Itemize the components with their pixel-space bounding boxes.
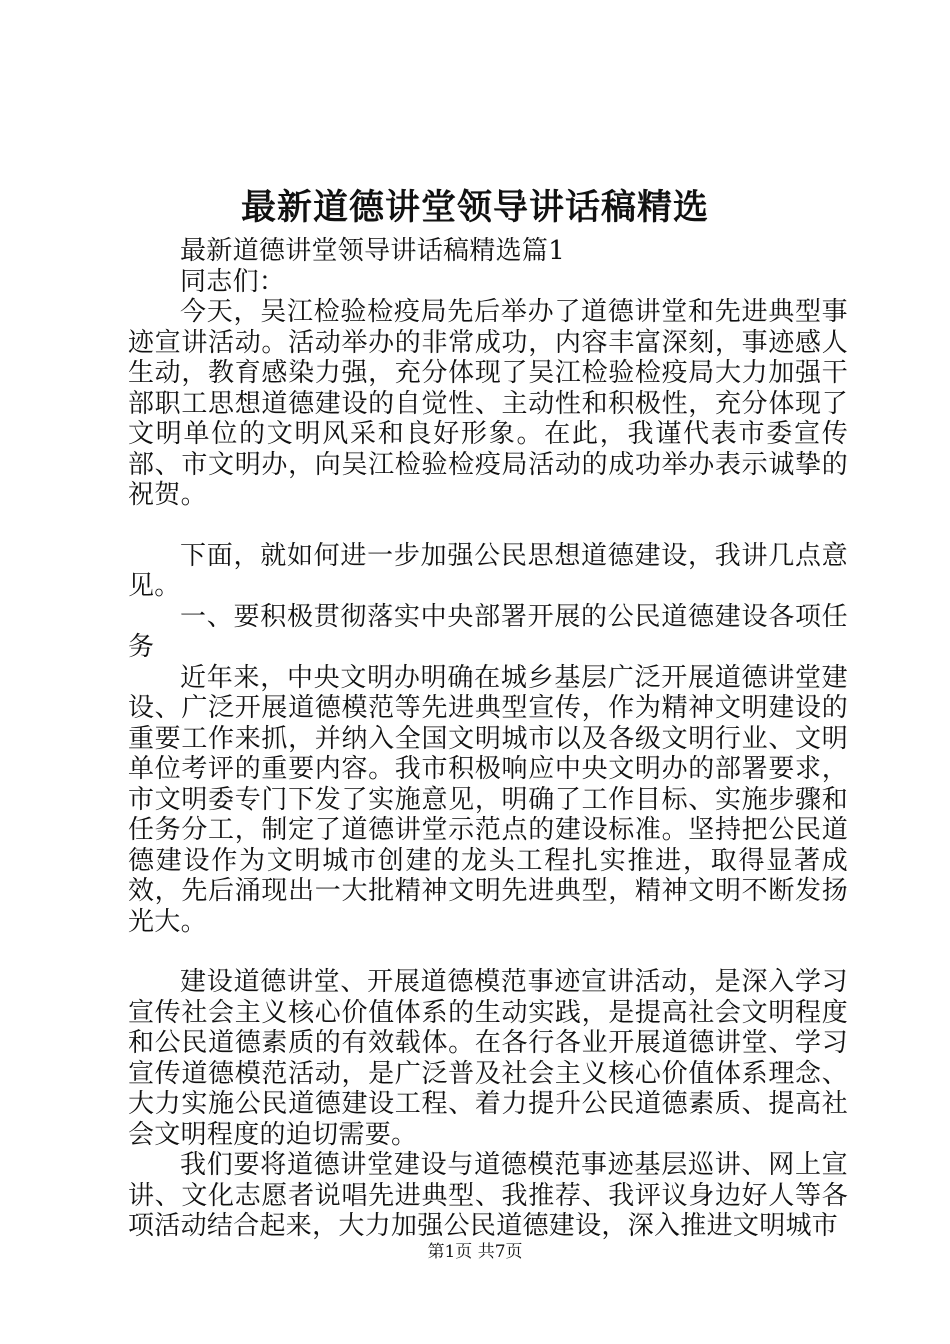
section-heading: 最新道德讲堂领导讲话稿精选篇1 xyxy=(180,236,566,266)
body-paragraph: 今天，吴江检验检疫局先后举办了道德讲堂和先进典型事迹宣讲活动。活动举办的非常成功，内容丰富深刻，事迹感人生动，教育感染力强，充分体现了吴江检验检疫局大力加强干部职工思想道德建设的自觉性、主动性和积极性，充分体现了文明单位的文明风采和良好形象。在此，我谨代表市委宣传部、市文明办，向吴江检验检疫局活动的成功举办表示诚挚的祝贺。 xyxy=(128,297,848,510)
body-paragraph: 我们要将道德讲堂建设与道德模范事迹基层巡讲、网上宣讲、文化志愿者说唱先进典型、我推荐、我评议身边好人等各项活动结合起来，大力加强公民道德建设，深入推进文明城市 xyxy=(128,1150,848,1241)
subsection-heading: 一、要积极贯彻落实中央部署开展的公民道德建设各项任务 xyxy=(128,601,848,662)
salutation: 同志们： xyxy=(180,266,286,297)
document-title: 最新道德讲堂领导讲话稿精选 xyxy=(240,187,709,228)
page-footer: 第1页 共7页 xyxy=(427,1242,523,1262)
body-paragraph: 建设道德讲堂、开展道德模范事迹宣讲活动，是深入学习宣传社会主义核心价值体系的生动实践，是提高社会文明程度和公民道德素质的有效载体。在各行各业开展道德讲堂、学习宣传道德模范活动，是广泛普及社会主义核心价值体系理念、大力实施公民道德建设工程、着力提升公民道德素质、提高社会文明程度的迫切需要。 xyxy=(128,967,848,1150)
document-body xyxy=(128,236,848,1242)
body-paragraph: 近年来，中央文明办明确在城乡基层广泛开展道德讲堂建设、广泛开展道德模范等先进典型宣传，作为精神文明建设的重要工作来抓，并纳入全国文明城市以及各级文明行业、文明单位考评的重要内容。我市积极响应中央文明办的部署要求，市文明委专门下发了实施意见，明确了工作目标、实施步骤和任务分工，制定了道德讲堂示范点的建设标准。坚持把公民道德建设作为文明城市创建的龙头工程扎实推进，取得显著成效，先后涌现出一大批精神文明先进典型，精神文明不断发扬光大。 xyxy=(128,662,848,937)
body-paragraph: 下面，就如何进一步加强公民思想道德建设，我讲几点意见。 xyxy=(128,540,848,601)
